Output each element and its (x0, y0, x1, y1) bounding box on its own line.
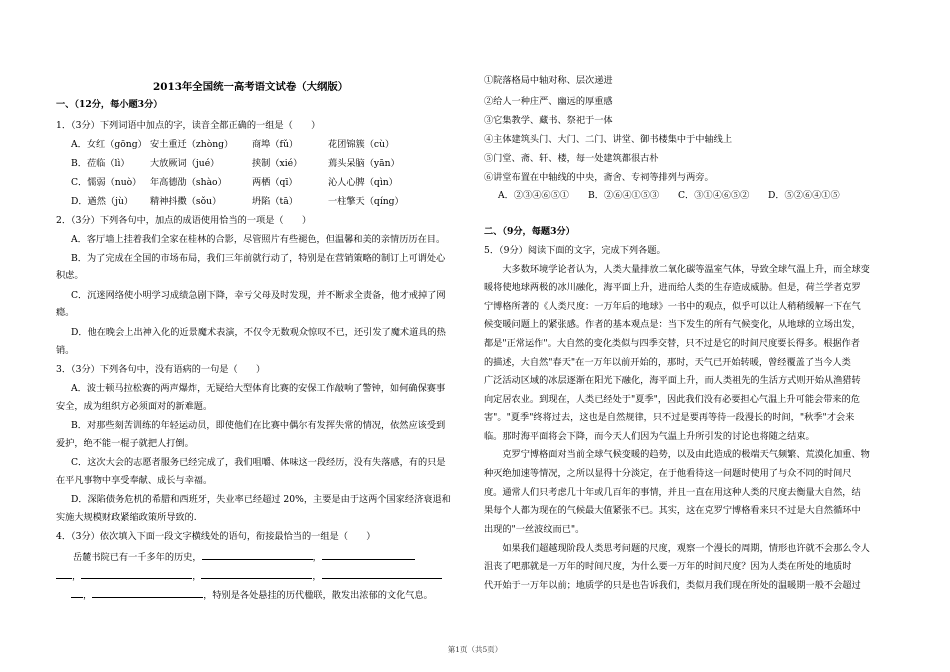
q4-item: ②给人一种庄严、幽远的厚重感 (484, 96, 613, 107)
q3-stem: 3．（3分）下列各句中，没有语病的一句是（ ） (56, 364, 266, 375)
q3-line: 爱护，绝不能一棍子就把人打倒。 (56, 438, 194, 449)
q4-item: ④主体建筑头门、大门、二门、讲堂、御书楼集中于中轴线上 (484, 134, 733, 145)
passage-line: 暖将使地球两极的冰川融化，海平面上升，进而给人类的生存造成威胁。但是，荷兰学者克罗 (484, 282, 861, 293)
q2-line: C．沉迷网络使小明学习成绩急剧下降，幸亏父母及时发现，并不断求全责备，他才戒掉了网 (71, 290, 446, 301)
q4-item: ⑥讲堂布置在中轴线的中央，斋舍、专祠等排列与两旁。 (484, 172, 714, 183)
q3-line: C．这次大会的志愿者服务已经完成了，我们咀嚼、体味这一段经历，没有失落感，有的只是 (71, 457, 446, 468)
page-title: 2013年全国统一高考语文试卷（大纲版） (153, 81, 349, 93)
passage-line: 向定居农业。到现在，人类已经处于"夏季"，因此我们没有必要担心气温上升可能会带来的危 (484, 394, 860, 405)
section-one-heading: 一、（12分，每小题3分） (56, 99, 163, 110)
q1-d-3: 坍陷（tā） (252, 196, 298, 207)
q4-blank (71, 588, 83, 598)
passage-line: 代开始于一万年以前；地质学的只是也告诉我们，类似月我们现在所处的温暖期一般不会超过 (484, 580, 861, 591)
passage-line: 克罗宁博格面对当前全球气候变暖的趋势，以及由此造成的极端天气频繁、荒漠化加重、物 (484, 449, 870, 460)
q4-option-c: C．③①④⑥⑤② (678, 190, 750, 201)
q4-blank (92, 588, 203, 598)
q4-item: ⑤门堂、斋、轩、楼，每一处建筑都很古朴 (484, 153, 659, 164)
q4-blank (322, 550, 415, 560)
q2-line: B．为了完成在全国的市场布局，我们三年前就行动了，特别是在营销策略的制订上可谓处心 (71, 253, 446, 264)
q1-d-2: 精神抖擞（sǒu） (150, 196, 222, 207)
q3-line: A．波士顿马拉松赛的两声爆炸，无疑给大型体育比赛的安保工作敲响了警钟，如何确保赛事 (71, 383, 446, 394)
q2-line: 积虑。 (56, 270, 84, 281)
q1-option-b (71, 158, 400, 170)
q1-a-2: 安土重迁（zhòng） (150, 139, 234, 150)
q1-option-d (71, 196, 404, 208)
q4-option-a: A．②③④⑥⑤① (498, 190, 569, 201)
passage-line: 果每个人都为现在的气候最大值紧张不已。其实，这在克罗宁博格看来只不过是大自然循环中 (484, 505, 861, 516)
passage-line: 沮丧了吧那就是一万年的时间尺度，为什么要一万年的时间尺度？因为人类在所处的地质时 (484, 561, 852, 572)
passage-line: 都是"正常运作"。大自然的变化类似与四季交替，只不过是它的时间尺度要长得多。根据作者 (484, 338, 860, 349)
q4-line-3: ， ，特别是各处悬挂的历代楹联，散发出浓郁的文化气息。 (71, 588, 433, 602)
section-two-heading: 二、（9分，每题3分） (484, 226, 575, 237)
q4-ending-text: ，特别是各处悬挂的历代楹联，散发出浓郁的文化气息。 (203, 590, 433, 601)
page-footer: 第1页（共5页） (447, 645, 503, 654)
q2-line: 销。 (56, 345, 75, 356)
q1-b-3: 挟制（xié） (252, 158, 303, 169)
q1-a-1: A．女红（gōng） (71, 139, 147, 150)
passage-line: 种灭绝加速等情况，之所以显得十分淡定，在于他看待这一问题时使用了与众不同的时间尺 (484, 468, 852, 479)
q4-stem: 4．（3分）依次填入下面一段文字横线处的语句，衔接最恰当的一组是（ ） (56, 531, 376, 542)
passage-line: 宁博格所著的《人类尺度：一万年后的地球》一书中的观点，似乎可以让人稍稍缓解一下在气 (484, 301, 861, 312)
q2-line: D．他在晚会上出神入化的近景魔术表演，不仅令无数观众惊叹不已，还引发了魔术道具的热 (71, 327, 446, 338)
passage-line: 候变暖问题上的紧张感。作者的基本观点是：当下发生的所有气候变化，从地球的立场出发， (484, 319, 861, 330)
q1-a-3: 商埠（fǔ） (252, 139, 299, 150)
q1-option-c (71, 177, 398, 189)
q1-c-3: 两栖（qī） (252, 177, 298, 188)
q1-stem: 1．（3分）下列词语中加点的字，读音全都正确的一组是（ ） (56, 120, 321, 131)
q4-options (498, 190, 840, 202)
q2-stem: 2．（3分）下列各句中，加点的成语使用恰当的一项是（ ） (56, 215, 312, 226)
q1-d-1: D．遒然（jù） (71, 196, 134, 207)
q1-c-4: 沁人心脾（qìn） (328, 177, 398, 188)
q3-line: D．深陷债务危机的希腊和西班牙，失业率已经超过 20%，主要是由于这两个国家经济衰退和 (71, 494, 451, 505)
q1-a-4: 花团锦簇（cù） (328, 139, 395, 150)
q1-b-4: 蔫头呆脑（yān） (328, 158, 400, 169)
passage-line: 出现的"一丝波纹而已"。 (484, 524, 585, 535)
passage-line: 的描述，大自然"春天"在一万年以前开始的，那时，天气已开始转暖，曾经覆盖了当今人类 (484, 357, 851, 368)
q1-c-2: 年高德劭（shào） (150, 177, 227, 188)
q3-line: B．对那些刻苦训练的年轻运动员，即使他们在比赛中偶尔有发挥失常的情况，依然应该受到 (71, 420, 446, 431)
q4-blank (56, 569, 72, 579)
q4-option-d: D．⑤②⑥④①⑤ (768, 190, 840, 201)
q1-d-4: 一柱擎天（qíng） (328, 196, 404, 207)
q4-blank (322, 569, 442, 579)
q4-intro-text: 岳麓书院已有一千多年的历史， (73, 552, 202, 563)
q4-blank (202, 550, 313, 560)
q4-line-2: ， ， ， (56, 569, 442, 583)
q5-stem: 5．（9分）阅读下面的文字，完成下列各题。 (484, 245, 666, 256)
q1-c-1: C．懦弱（nuò） (71, 177, 142, 188)
passage-line: 大多数环境学论者认为，人类大量排放二氧化碳等温室气体，导致全球气温上升，而全球变 (484, 264, 870, 275)
q3-line: 实施大规模财政紧缩政策所导致的. (56, 512, 197, 523)
q1-option-a (71, 139, 394, 151)
q2-line: A．客厅墙上挂着我们全家在桂林的合影，尽管照片有些褪色，但温馨和美的亲情历历在目。 (71, 234, 446, 245)
passage-line: 害"。"夏季"终将过去，这也是自然规律，只不过是要再等待一段漫长的时间，"秋季"才会来 (484, 412, 855, 423)
passage-line: 临。那时海平面将会下降，而今天人们因为气温上升所引发的讨论也将随之结束。 (484, 431, 815, 442)
q1-b-2: 大放厥词（jué） (150, 158, 220, 169)
passage-line: 广泛活动区域的冰层逐渐在阳光下融化，海平面上升，而人类祖先的生活方式则开始从渔猎转 (484, 375, 861, 386)
q4-line-1: 岳麓书院已有一千多年的历史， ， (73, 550, 415, 564)
q4-item: ③它集教学、藏书、祭祀于一体 (484, 115, 613, 126)
q3-line: 在平凡事物中享受奉献、成长与幸福。 (56, 475, 213, 486)
q4-blank (81, 569, 192, 579)
q4-option-b: B．②⑥④①⑤③ (588, 190, 660, 201)
q4-item: ①院落格局中轴对称、层次递进 (484, 75, 613, 86)
passage-line: 度。通常人们只考虑几十年或几百年的事情，并且一直在用这种人类的尺度去衡量大自然，结 (484, 487, 861, 498)
q3-line: 安全，成为组织方必须面对的新难题。 (56, 401, 213, 412)
passage-line: 如果我们超越现阶段人类思考问题的尺度，观察一个漫长的周期，情形也许就不会那么令人 (484, 543, 870, 554)
q1-b-1: B．莅临（lì） (71, 158, 130, 169)
q2-line: 瘾。 (56, 307, 75, 318)
q4-blank (201, 569, 312, 579)
